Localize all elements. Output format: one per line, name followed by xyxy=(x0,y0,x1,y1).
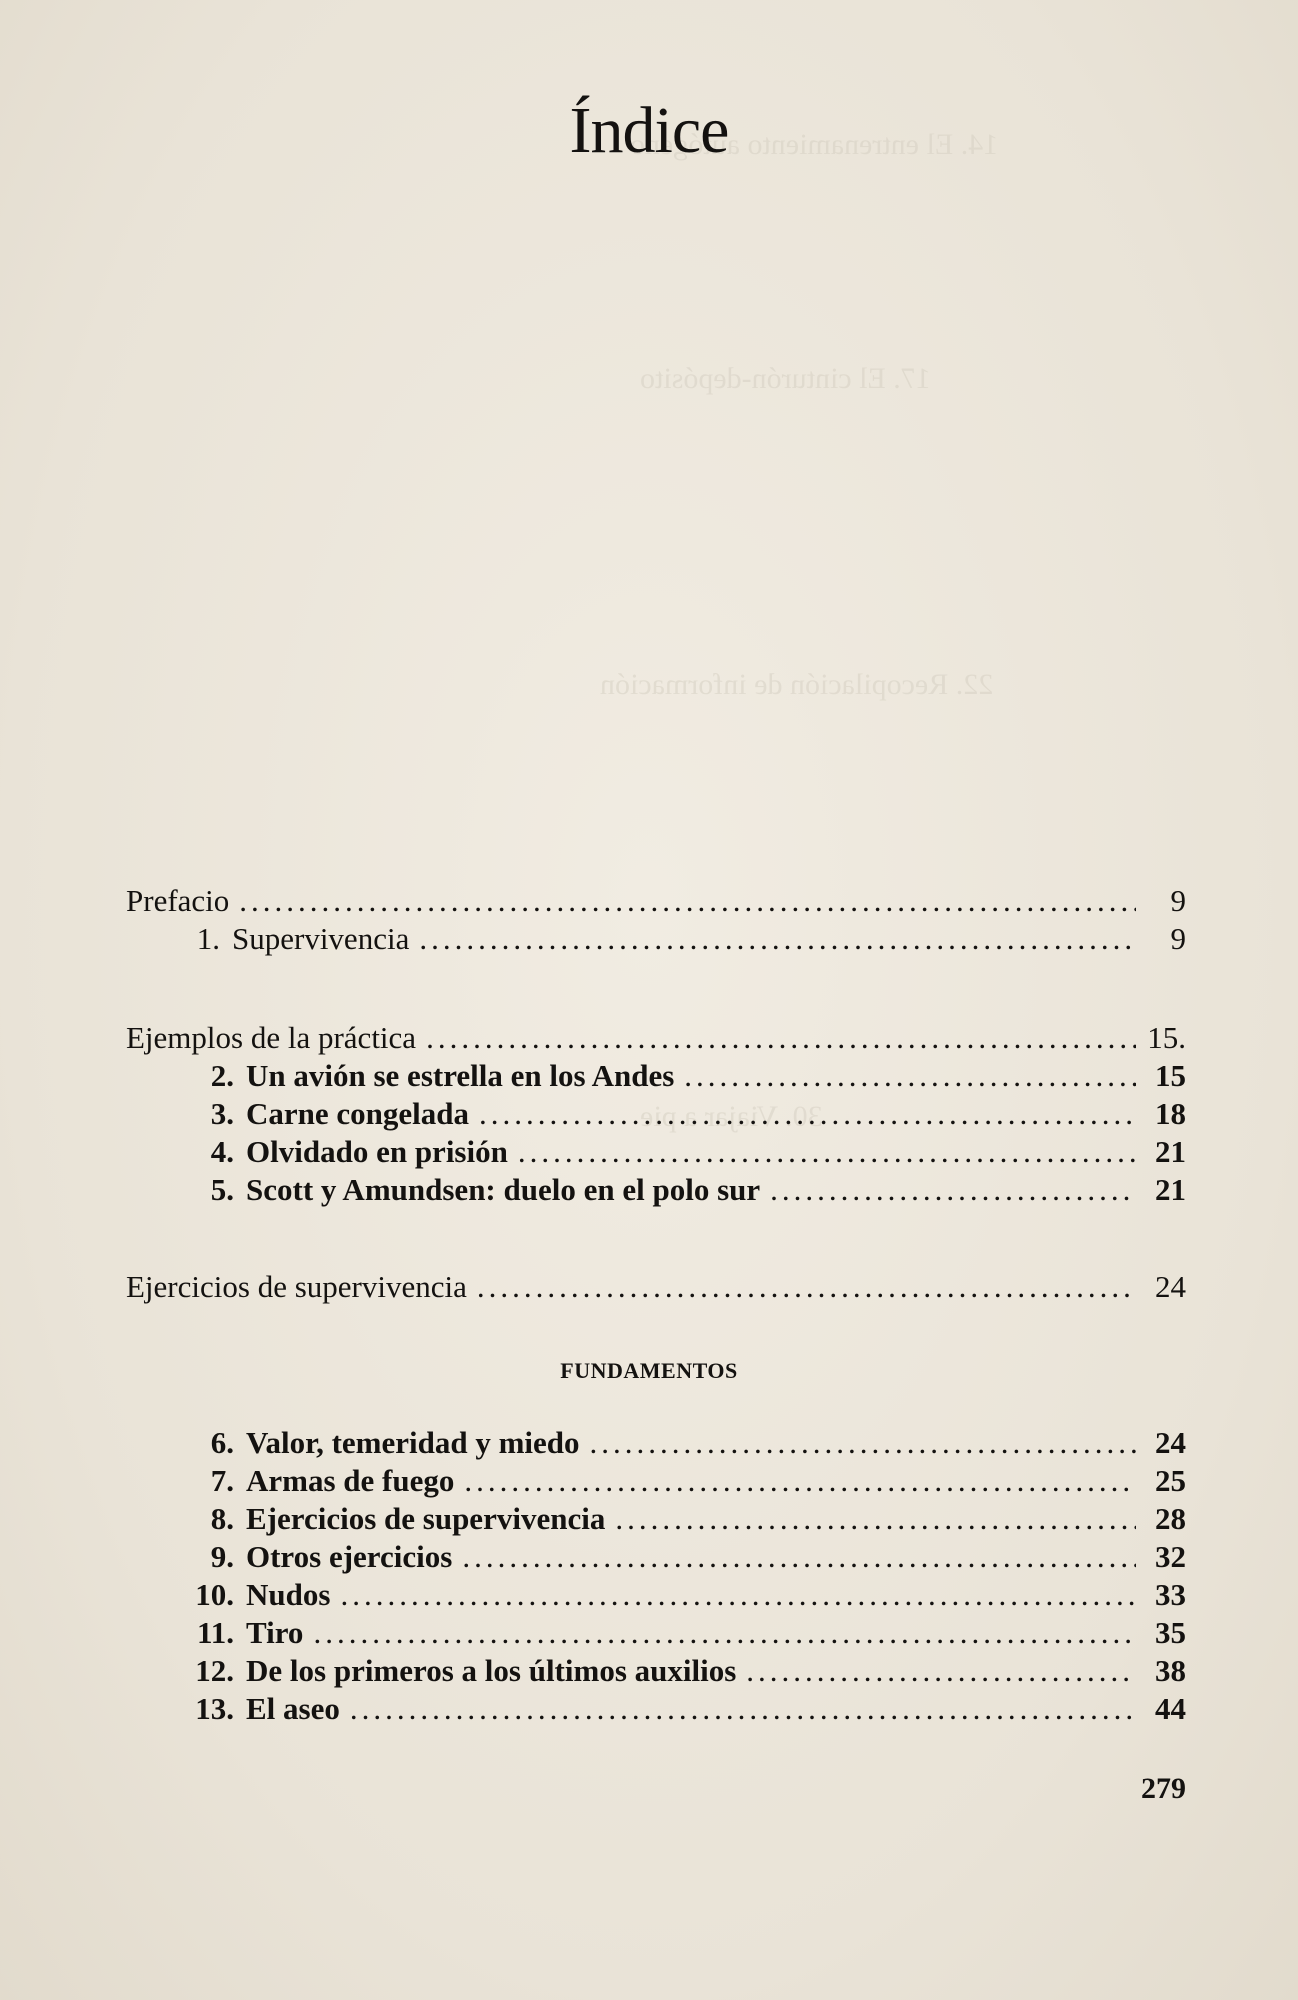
toc-label: De los primeros a los últimos auxilios xyxy=(246,1653,737,1688)
section-heading: FUNDAMENTOS xyxy=(560,1358,738,1383)
chapter-number: 4. xyxy=(210,1134,234,1169)
show-through-text: 22. Recopilación de información xyxy=(600,668,994,701)
toc-entry-prefacio xyxy=(126,882,1186,920)
toc-page: 21 xyxy=(1155,1134,1186,1169)
toc-label: Un avión se estrella en los Andes xyxy=(246,1058,675,1093)
toc-entry-ejercicios xyxy=(126,1268,1186,1306)
toc-label: Armas de fuego xyxy=(246,1463,455,1498)
leader-dots xyxy=(350,1690,1136,1728)
chapter-number: 12. xyxy=(195,1653,234,1688)
toc-page: 15. xyxy=(1147,1020,1186,1055)
toc-label: Ejemplos de la práctica xyxy=(126,1020,417,1055)
toc-label: Scott y Amundsen: duelo en el polo sur xyxy=(246,1172,761,1207)
toc-entry-chapter-12 xyxy=(180,1652,1186,1690)
page-title: Índice xyxy=(569,94,729,167)
leader-dots xyxy=(684,1057,1136,1095)
toc-entry-chapter-9 xyxy=(180,1538,1186,1576)
toc-page: 9 xyxy=(1170,921,1186,956)
leader-dots xyxy=(419,920,1136,958)
toc-page: 24 xyxy=(1155,1269,1186,1304)
toc-entry-chapter-4 xyxy=(180,1133,1186,1171)
toc-label: Tiro xyxy=(246,1615,304,1650)
toc-entry-chapter-5 xyxy=(180,1171,1186,1209)
toc-entry-chapter-11 xyxy=(180,1614,1186,1652)
leader-dots xyxy=(770,1171,1136,1209)
toc-page: 24 xyxy=(1155,1425,1186,1460)
show-through-text: 14. El entrenamiento autógeno xyxy=(630,128,999,161)
show-through-text: 17. El cinturón-depósito xyxy=(640,362,931,395)
leader-dots xyxy=(464,1462,1136,1500)
chapter-number: 5. xyxy=(210,1172,234,1207)
toc-page: 15 xyxy=(1155,1058,1186,1093)
chapter-number: 8. xyxy=(210,1501,234,1536)
toc-entry-chapter-6 xyxy=(180,1424,1186,1462)
toc-entry-chapter-13 xyxy=(180,1690,1186,1728)
toc-page: 25 xyxy=(1155,1463,1186,1498)
chapter-number: 9. xyxy=(210,1539,234,1574)
leader-dots xyxy=(590,1424,1136,1462)
chapter-number: 11. xyxy=(196,1615,234,1650)
toc-label: Ejercicios de supervivencia xyxy=(246,1501,606,1536)
toc-label: El aseo xyxy=(246,1691,340,1726)
toc-page: 9 xyxy=(1170,883,1186,918)
leader-dots xyxy=(462,1538,1136,1576)
toc-label: Valor, temeridad y miedo xyxy=(246,1425,580,1460)
leader-dots xyxy=(518,1133,1136,1171)
toc-entry-chapter-2 xyxy=(180,1057,1186,1095)
toc-label: Prefacio xyxy=(126,883,230,918)
toc-page: 28 xyxy=(1155,1501,1186,1536)
toc-page: 44 xyxy=(1155,1691,1186,1726)
leader-dots xyxy=(313,1614,1136,1652)
leader-dots xyxy=(477,1268,1136,1306)
show-through-text: 30. Viajar a pie xyxy=(640,1100,823,1133)
chapter-number: 6. xyxy=(210,1425,234,1460)
toc-entry-chapter-7 xyxy=(180,1462,1186,1500)
toc-page: 35 xyxy=(1155,1615,1186,1650)
chapter-number: 3. xyxy=(210,1096,234,1131)
toc-page: 33 xyxy=(1155,1577,1186,1612)
leader-dots xyxy=(479,1095,1136,1133)
leader-dots xyxy=(746,1652,1136,1690)
toc-entry-chapter-10 xyxy=(180,1576,1186,1614)
toc-label: Carne congelada xyxy=(246,1096,470,1131)
toc-label: Otros ejercicios xyxy=(246,1539,453,1574)
toc-label: Nudos xyxy=(246,1577,331,1612)
chapter-number: 2. xyxy=(210,1058,234,1093)
leader-dots xyxy=(426,1019,1136,1057)
toc-label: Olvidado en prisión xyxy=(246,1134,508,1169)
leader-dots xyxy=(340,1576,1136,1614)
toc-label: Supervivencia xyxy=(232,921,410,956)
toc-entry-ejemplos xyxy=(126,1019,1186,1057)
chapter-number: 10. xyxy=(195,1577,234,1612)
page-number: 279 xyxy=(1141,1772,1186,1805)
toc-page: 21 xyxy=(1155,1172,1186,1207)
toc-entry-chapter-8 xyxy=(180,1500,1186,1538)
toc-entry-chapter-1 xyxy=(166,920,1186,958)
toc-page: 32 xyxy=(1155,1539,1186,1574)
toc-entry-chapter-3 xyxy=(180,1095,1186,1133)
chapter-number: 1. xyxy=(196,921,220,956)
toc-page: 38 xyxy=(1155,1653,1186,1688)
leader-dots xyxy=(239,882,1136,920)
toc-label: Ejercicios de supervivencia xyxy=(126,1269,467,1304)
chapter-number: 13. xyxy=(195,1691,234,1726)
chapter-number: 7. xyxy=(210,1463,234,1498)
leader-dots xyxy=(615,1500,1136,1538)
toc-page: 18 xyxy=(1155,1096,1186,1131)
